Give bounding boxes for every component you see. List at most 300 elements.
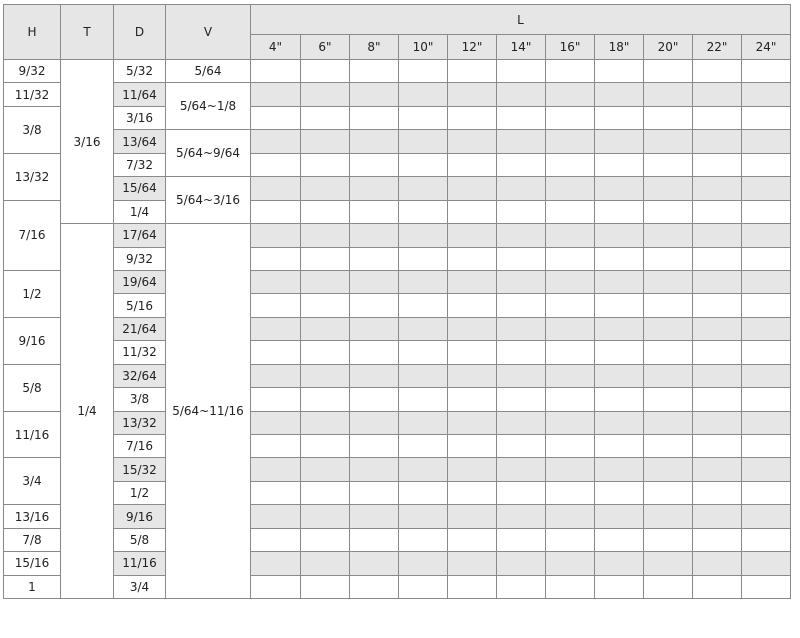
table-row <box>4 411 791 434</box>
h-cell: 7/8 <box>4 528 61 551</box>
table-row <box>4 481 791 504</box>
length-cell <box>350 388 399 411</box>
length-header: 16" <box>546 35 595 60</box>
length-header: 22" <box>693 35 742 60</box>
length-cell <box>595 270 644 293</box>
length-cell <box>742 528 791 551</box>
length-cell <box>742 270 791 293</box>
length-cell <box>399 83 448 106</box>
length-cell <box>693 458 742 481</box>
length-cell <box>742 153 791 176</box>
table-row <box>4 294 791 317</box>
length-cell <box>399 505 448 528</box>
length-cell <box>546 481 595 504</box>
length-cell <box>350 341 399 364</box>
length-cell <box>546 317 595 340</box>
length-cell <box>693 270 742 293</box>
length-cell <box>644 458 693 481</box>
length-cell <box>497 364 546 387</box>
h-cell: 3/8 <box>4 106 61 153</box>
length-cell <box>595 153 644 176</box>
length-cell <box>448 411 497 434</box>
d-cell: 5/8 <box>114 528 166 551</box>
length-cell <box>350 177 399 200</box>
length-cell <box>399 435 448 458</box>
length-cell <box>595 388 644 411</box>
length-cell <box>251 130 301 153</box>
h-cell: 9/16 <box>4 317 61 364</box>
length-cell <box>251 83 301 106</box>
length-cell <box>399 317 448 340</box>
length-cell <box>350 552 399 575</box>
h-cell: 15/16 <box>4 552 61 575</box>
length-header: 6" <box>301 35 350 60</box>
length-cell <box>497 177 546 200</box>
table-row <box>4 83 791 106</box>
length-cell <box>448 341 497 364</box>
length-cell <box>448 224 497 247</box>
length-cell <box>742 458 791 481</box>
length-cell <box>595 481 644 504</box>
table-row <box>4 552 791 575</box>
length-cell <box>448 458 497 481</box>
length-cell <box>742 341 791 364</box>
table-row <box>4 317 791 340</box>
length-cell <box>644 481 693 504</box>
table-row <box>4 270 791 293</box>
length-cell <box>546 60 595 83</box>
length-cell <box>595 575 644 598</box>
length-cell <box>595 247 644 270</box>
length-cell <box>399 411 448 434</box>
length-cell <box>595 106 644 129</box>
length-cell <box>350 411 399 434</box>
length-cell <box>693 60 742 83</box>
table-row <box>4 505 791 528</box>
length-cell <box>448 317 497 340</box>
length-cell <box>595 200 644 223</box>
length-cell <box>350 435 399 458</box>
length-cell <box>399 575 448 598</box>
length-cell <box>350 224 399 247</box>
length-cell <box>399 388 448 411</box>
length-cell <box>497 247 546 270</box>
table-row <box>4 177 791 200</box>
length-cell <box>595 505 644 528</box>
length-cell <box>693 177 742 200</box>
length-cell <box>350 575 399 598</box>
length-cell <box>644 83 693 106</box>
length-cell <box>644 575 693 598</box>
length-cell <box>251 388 301 411</box>
d-cell: 3/8 <box>114 388 166 411</box>
length-cell <box>546 364 595 387</box>
length-cell <box>595 458 644 481</box>
length-cell <box>595 552 644 575</box>
header-t: T <box>61 5 114 60</box>
length-cell <box>546 552 595 575</box>
length-cell <box>251 200 301 223</box>
length-cell <box>693 528 742 551</box>
length-cell <box>644 528 693 551</box>
length-cell <box>497 481 546 504</box>
length-cell <box>742 317 791 340</box>
length-cell <box>251 552 301 575</box>
length-cell <box>497 83 546 106</box>
length-cell <box>251 317 301 340</box>
length-cell <box>251 364 301 387</box>
header-h: H <box>4 5 61 60</box>
length-cell <box>301 177 350 200</box>
length-cell <box>399 130 448 153</box>
length-cell <box>644 505 693 528</box>
length-cell <box>251 481 301 504</box>
length-cell <box>350 294 399 317</box>
length-cell <box>448 83 497 106</box>
table-row <box>4 364 791 387</box>
length-cell <box>693 341 742 364</box>
d-cell: 3/4 <box>114 575 166 598</box>
d-cell: 1/4 <box>114 200 166 223</box>
d-cell: 15/32 <box>114 458 166 481</box>
h-cell: 9/32 <box>4 60 61 83</box>
length-cell <box>595 294 644 317</box>
length-cell <box>595 364 644 387</box>
length-cell <box>644 435 693 458</box>
length-cell <box>350 270 399 293</box>
d-cell: 7/32 <box>114 153 166 176</box>
length-cell <box>742 200 791 223</box>
length-header: 20" <box>644 35 693 60</box>
length-cell <box>644 60 693 83</box>
length-cell <box>546 106 595 129</box>
length-cell <box>301 106 350 129</box>
length-cell <box>693 130 742 153</box>
length-cell <box>301 294 350 317</box>
length-cell <box>350 130 399 153</box>
length-cell <box>301 83 350 106</box>
length-cell <box>399 224 448 247</box>
length-cell <box>644 106 693 129</box>
table-row <box>4 60 791 83</box>
length-header: 8" <box>350 35 399 60</box>
h-cell: 3/4 <box>4 458 61 505</box>
length-cell <box>595 317 644 340</box>
length-cell <box>742 294 791 317</box>
length-cell <box>448 481 497 504</box>
h-cell: 11/32 <box>4 83 61 106</box>
t-cell: 3/16 <box>61 60 114 224</box>
length-cell <box>399 60 448 83</box>
length-cell <box>350 247 399 270</box>
d-cell: 9/32 <box>114 247 166 270</box>
length-cell <box>497 200 546 223</box>
d-cell: 1/2 <box>114 481 166 504</box>
length-cell <box>301 270 350 293</box>
length-cell <box>546 130 595 153</box>
length-cell <box>399 106 448 129</box>
length-cell <box>644 130 693 153</box>
d-cell: 19/64 <box>114 270 166 293</box>
length-cell <box>497 528 546 551</box>
length-cell <box>399 270 448 293</box>
h-cell: 11/16 <box>4 411 61 458</box>
length-cell <box>693 505 742 528</box>
length-cell <box>350 317 399 340</box>
length-cell <box>644 294 693 317</box>
length-cell <box>399 458 448 481</box>
length-cell <box>693 575 742 598</box>
length-cell <box>546 247 595 270</box>
length-cell <box>251 247 301 270</box>
length-cell <box>595 60 644 83</box>
length-cell <box>644 552 693 575</box>
length-cell <box>251 177 301 200</box>
length-cell <box>546 458 595 481</box>
length-cell <box>693 435 742 458</box>
length-cell <box>693 364 742 387</box>
length-cell <box>742 388 791 411</box>
length-cell <box>693 481 742 504</box>
length-cell <box>742 247 791 270</box>
length-cell <box>546 294 595 317</box>
d-cell: 5/32 <box>114 60 166 83</box>
length-cell <box>448 388 497 411</box>
v-cell: 5/64 <box>166 60 251 83</box>
h-cell: 7/16 <box>4 200 61 270</box>
length-cell <box>399 364 448 387</box>
length-cell <box>693 317 742 340</box>
length-header: 18" <box>595 35 644 60</box>
length-cell <box>644 411 693 434</box>
table-row <box>4 435 791 458</box>
length-cell <box>497 435 546 458</box>
h-cell: 13/16 <box>4 505 61 528</box>
length-cell <box>350 505 399 528</box>
length-cell <box>497 317 546 340</box>
table-row <box>4 153 791 176</box>
length-cell <box>399 294 448 317</box>
length-cell <box>251 341 301 364</box>
length-cell <box>595 224 644 247</box>
length-cell <box>399 481 448 504</box>
length-cell <box>301 341 350 364</box>
d-cell: 13/32 <box>114 411 166 434</box>
length-cell <box>448 435 497 458</box>
length-cell <box>301 528 350 551</box>
length-cell <box>350 200 399 223</box>
length-cell <box>497 575 546 598</box>
length-header: 4" <box>251 35 301 60</box>
length-cell <box>595 177 644 200</box>
length-cell <box>644 224 693 247</box>
length-cell <box>448 528 497 551</box>
length-cell <box>497 270 546 293</box>
length-cell <box>251 528 301 551</box>
length-cell <box>644 364 693 387</box>
length-cell <box>350 458 399 481</box>
length-cell <box>742 60 791 83</box>
length-header: 24" <box>742 35 791 60</box>
length-cell <box>497 294 546 317</box>
length-cell <box>595 528 644 551</box>
length-cell <box>448 270 497 293</box>
length-cell <box>301 552 350 575</box>
length-cell <box>546 388 595 411</box>
length-cell <box>546 575 595 598</box>
d-cell: 9/16 <box>114 505 166 528</box>
length-cell <box>301 458 350 481</box>
d-cell: 5/16 <box>114 294 166 317</box>
length-cell <box>742 435 791 458</box>
length-cell <box>546 341 595 364</box>
length-cell <box>399 177 448 200</box>
h-cell: 1 <box>4 575 61 598</box>
length-cell <box>693 153 742 176</box>
length-cell <box>350 528 399 551</box>
d-cell: 32/64 <box>114 364 166 387</box>
length-cell <box>448 575 497 598</box>
length-cell <box>742 552 791 575</box>
d-cell: 11/64 <box>114 83 166 106</box>
length-cell <box>448 153 497 176</box>
length-cell <box>595 435 644 458</box>
length-cell <box>301 435 350 458</box>
d-cell: 17/64 <box>114 224 166 247</box>
length-cell <box>742 481 791 504</box>
length-cell <box>251 224 301 247</box>
length-cell <box>546 83 595 106</box>
length-cell <box>301 130 350 153</box>
length-cell <box>497 458 546 481</box>
length-cell <box>251 458 301 481</box>
h-cell: 13/32 <box>4 153 61 200</box>
length-cell <box>693 294 742 317</box>
table-row <box>4 458 791 481</box>
length-cell <box>742 106 791 129</box>
length-cell <box>301 224 350 247</box>
length-cell <box>301 505 350 528</box>
length-cell <box>644 270 693 293</box>
v-cell: 5/64~1/8 <box>166 83 251 130</box>
length-cell <box>546 224 595 247</box>
length-cell <box>350 153 399 176</box>
d-cell: 11/16 <box>114 552 166 575</box>
length-cell <box>693 411 742 434</box>
length-cell <box>595 130 644 153</box>
length-cell <box>546 411 595 434</box>
length-cell <box>448 200 497 223</box>
length-cell <box>644 247 693 270</box>
length-cell <box>546 270 595 293</box>
length-cell <box>644 153 693 176</box>
length-cell <box>251 270 301 293</box>
length-cell <box>693 388 742 411</box>
length-cell <box>301 411 350 434</box>
length-cell <box>251 435 301 458</box>
length-cell <box>301 153 350 176</box>
d-cell: 15/64 <box>114 177 166 200</box>
length-cell <box>742 364 791 387</box>
length-cell <box>693 224 742 247</box>
length-cell <box>399 247 448 270</box>
length-cell <box>350 106 399 129</box>
length-cell <box>595 341 644 364</box>
table-row <box>4 130 791 153</box>
length-cell <box>448 130 497 153</box>
length-cell <box>546 505 595 528</box>
length-cell <box>644 388 693 411</box>
table-row <box>4 341 791 364</box>
length-cell <box>693 247 742 270</box>
d-cell: 11/32 <box>114 341 166 364</box>
length-cell <box>448 106 497 129</box>
length-cell <box>742 224 791 247</box>
length-cell <box>742 575 791 598</box>
d-cell: 13/64 <box>114 130 166 153</box>
length-header: 14" <box>497 35 546 60</box>
length-cell <box>644 341 693 364</box>
length-cell <box>644 200 693 223</box>
table-row <box>4 247 791 270</box>
spec-table <box>3 4 791 599</box>
length-cell <box>301 575 350 598</box>
length-cell <box>350 364 399 387</box>
table-row <box>4 575 791 598</box>
length-cell <box>399 341 448 364</box>
length-cell <box>301 364 350 387</box>
length-cell <box>497 153 546 176</box>
length-cell <box>448 364 497 387</box>
length-cell <box>251 575 301 598</box>
length-cell <box>497 224 546 247</box>
length-cell <box>399 200 448 223</box>
length-cell <box>251 505 301 528</box>
length-cell <box>301 481 350 504</box>
length-cell <box>448 505 497 528</box>
length-cell <box>301 200 350 223</box>
length-cell <box>742 505 791 528</box>
h-cell: 1/2 <box>4 270 61 317</box>
v-cell: 5/64~11/16 <box>166 224 251 599</box>
length-cell <box>497 552 546 575</box>
length-cell <box>497 388 546 411</box>
length-cell <box>497 411 546 434</box>
length-cell <box>448 177 497 200</box>
length-cell <box>448 552 497 575</box>
length-cell <box>251 106 301 129</box>
length-cell <box>546 177 595 200</box>
header-d: D <box>114 5 166 60</box>
length-cell <box>546 435 595 458</box>
length-cell <box>742 177 791 200</box>
length-cell <box>693 83 742 106</box>
d-cell: 7/16 <box>114 435 166 458</box>
d-cell: 3/16 <box>114 106 166 129</box>
length-cell <box>497 505 546 528</box>
length-cell <box>742 130 791 153</box>
length-cell <box>301 60 350 83</box>
h-cell: 5/8 <box>4 364 61 411</box>
length-cell <box>546 200 595 223</box>
length-cell <box>301 388 350 411</box>
length-cell <box>350 60 399 83</box>
length-cell <box>546 153 595 176</box>
length-cell <box>693 552 742 575</box>
length-cell <box>693 106 742 129</box>
length-cell <box>595 411 644 434</box>
d-cell: 21/64 <box>114 317 166 340</box>
